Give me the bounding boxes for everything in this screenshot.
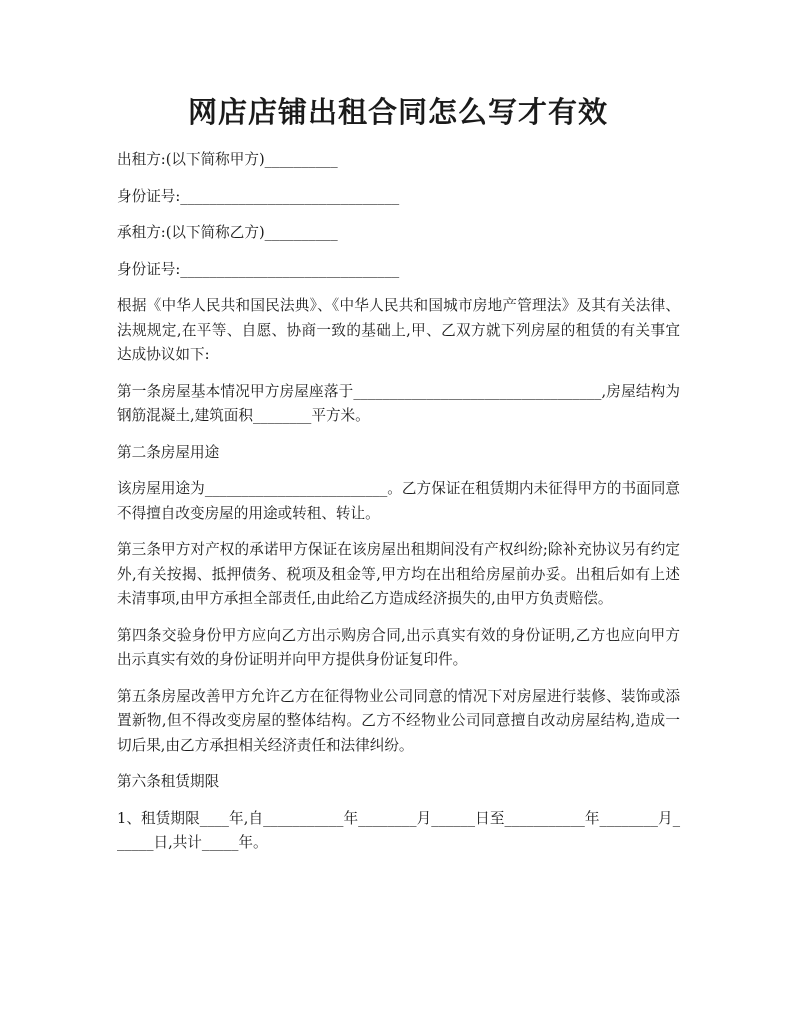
lessee-id-line: 身份证号:______________________________ — [117, 260, 400, 278]
lessee-line: 承租方:(以下简称乙方)__________ — [117, 224, 338, 241]
article-1-paragraph: 第一条房屋基本情况甲方房屋座落于__________________________________,房屋结构为钢筋混凝土,建筑面积________平方米。 — [117, 382, 680, 424]
lessor-line: 出租方:(以下简称甲方)__________ — [117, 151, 338, 168]
article-2-paragraph: 该房屋用途为_________________________。乙方保证在租赁期内未征得甲方的书面同意不得擅自改变房屋的用途或转租、转让。 — [117, 480, 680, 522]
article-6-heading: 第六条租赁期限 — [117, 773, 220, 790]
preamble-paragraph: 根据《中华人民共和国民法典》、《中华人民共和国城市房地产管理法》及其有关法律、法规规定,在平等、自愿、协商一致的基础上,甲、乙双方就下列房屋的租赁的有关事宜达成协议如下: — [117, 297, 680, 363]
article-3-paragraph: 第三条甲方对产权的承诺甲方保证在该房屋出租期间没有产权纠纷;除补充协议另有约定外,有关按揭、抵押债务、税项及租金等,甲方均在出租给房屋前办妥。出租后如有上述未清事项,由甲方承担全部责任,由此给乙方造成经济损失的,由甲方负责赔偿。 — [117, 541, 680, 607]
contract-body — [117, 148, 680, 868]
article-4-paragraph: 第四条交验身份甲方应向乙方出示购房合同,出示真实有效的身份证明,乙方也应向甲方出示真实有效的身份证明并向甲方提供身份证复印件。 — [117, 626, 680, 668]
document-title: 网店店铺出租合同怎么写才有效 — [187, 95, 608, 129]
article-5-paragraph: 第五条房屋改善甲方允许乙方在征得物业公司同意的情况下对房屋进行装修、装饰或添置新物,但不得改变房屋的整体结构。乙方不经物业公司同意擅自改动房屋结构,造成一切后果,由乙方承担相关经济责任和法律纠纷。 — [117, 687, 680, 754]
article-6-item-1: 1、租赁期限____年,自___________年________月______日至___________年________月______日,共计_____年。 — [117, 809, 680, 851]
lessor-id-line: 身份证号:______________________________ — [117, 187, 400, 205]
article-2-heading: 第二条房屋用途 — [117, 443, 220, 461]
